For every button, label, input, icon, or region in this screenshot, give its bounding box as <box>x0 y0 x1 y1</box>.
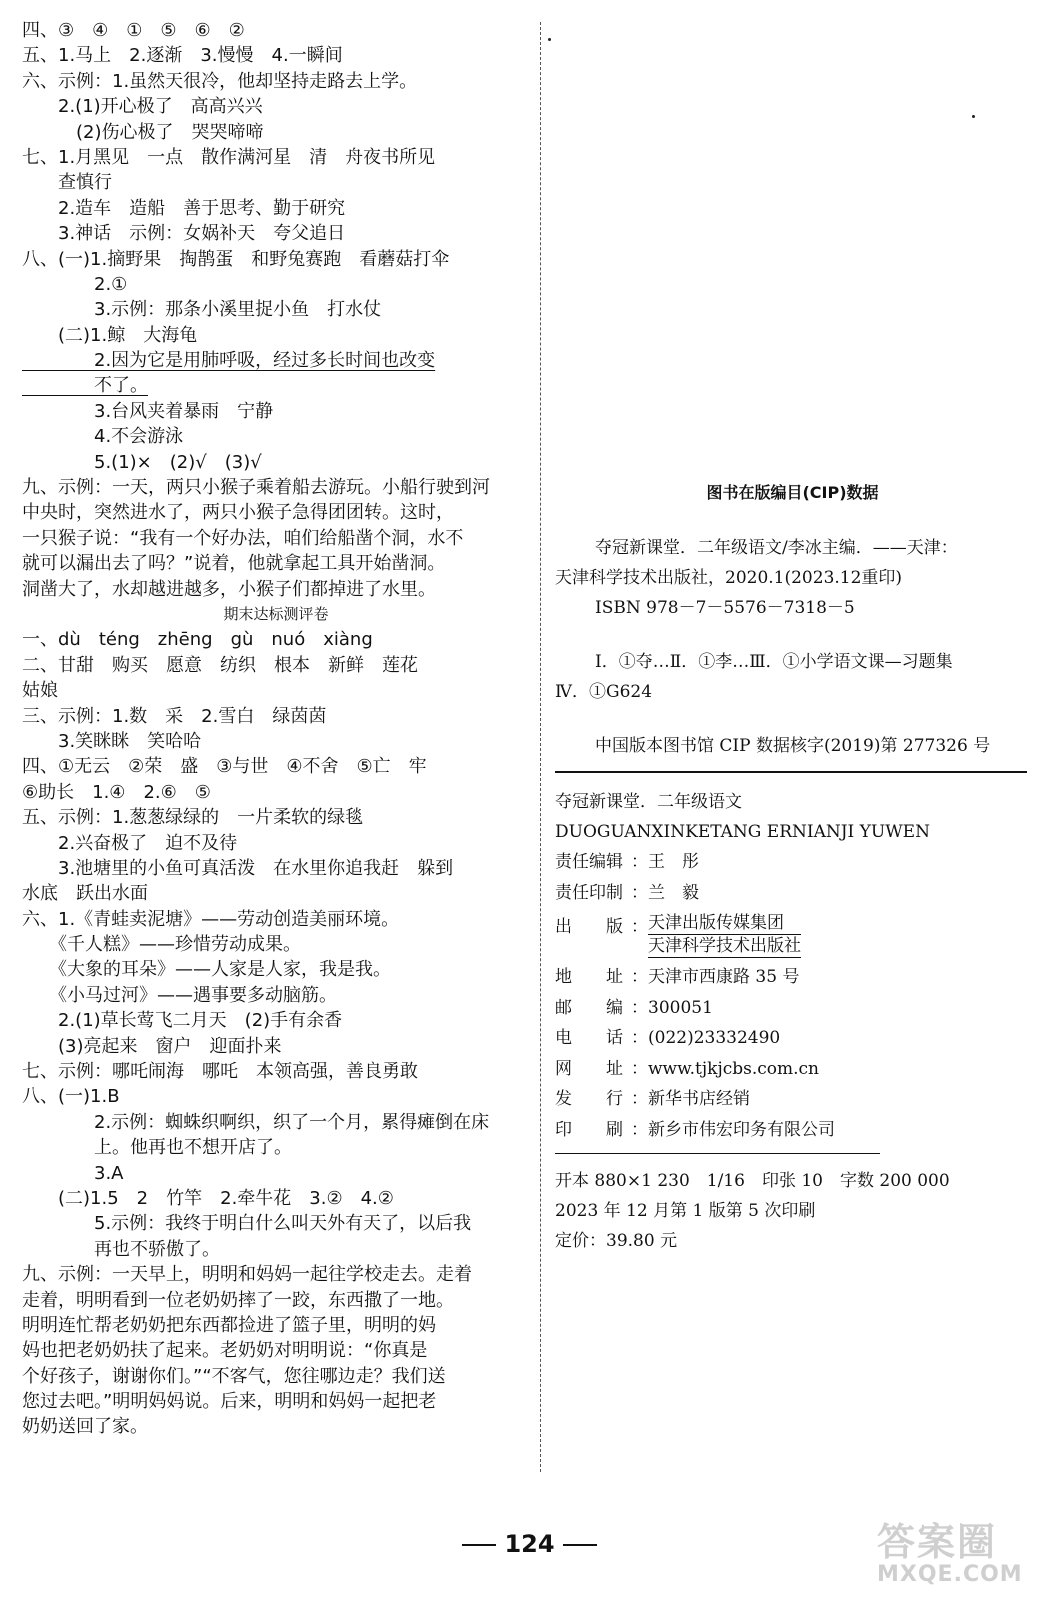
answer-line: 期末达标测评卷 <box>223 604 329 623</box>
answer-line: 八、(一)1.摘野果 掏鹊蛋 和野兔赛跑 看蘑菇打伞 <box>22 248 450 270</box>
cip-record-number: 中国版本图书馆 CIP 数据核字(2019)第 277326 号 <box>595 736 991 756</box>
answer-line: 《千人糕》——珍惜劳动成果。 <box>22 934 301 956</box>
book-info-row: 责任印制 ： 兰 毅 <box>555 878 1030 909</box>
book-spec: 开本 880×1 230 1/16 印张 10 字数 200 000 <box>555 1171 950 1191</box>
answer-line: 妈也把老奶奶扶了起来。老奶奶对明明说：“你真是 <box>22 1340 428 1362</box>
speck <box>972 115 975 118</box>
answer-line: (二)1.5 2 竹竿 2.牵牛花 3.② 4.② <box>22 1187 394 1209</box>
book-info-label: 地 址 <box>555 967 623 987</box>
watermark-logo <box>877 1522 1047 1592</box>
answer-line: 五、示例：1.葱葱绿绿的 一片柔软的绿毯 <box>22 807 364 829</box>
book-info-row: 网 址 ： www.tjkjcbs.com.cn <box>555 1054 1030 1085</box>
book-edition: 2023 年 12 月第 1 版第 5 次印刷 <box>555 1201 816 1221</box>
cip-line-2: 天津科学技术出版社，2020.1(2023.12重印) <box>555 568 903 588</box>
cip-isbn: ISBN 978－7－5576－7318－5 <box>595 598 855 618</box>
answer-line: 3.台风夹着暴雨 宁静 <box>22 400 274 422</box>
answer-line: 2.因为它是用肺呼吸，经过多长时间也改变 <box>22 350 436 372</box>
watermark-url: MXQE.COM <box>877 1562 1023 1587</box>
page-number-text: 124 <box>504 1530 555 1558</box>
answer-line: 一只猴子说：“我有一个好办法，咱们给船凿个洞，水不 <box>22 527 464 549</box>
answer-line: 五、1.马上 2.逐渐 3.慢慢 4.一瞬间 <box>22 45 343 67</box>
book-info-label: 责任印制 <box>555 882 623 903</box>
answer-line: 走着，明明看到一位老奶奶摔了一跤，东西撒了一地。 <box>22 1289 454 1311</box>
book-info-row: 地 址 ： 天津市西康路 35 号 <box>555 962 1030 993</box>
answer-line: 再也不骄傲了。 <box>22 1238 220 1260</box>
answer-line: 不了。 <box>22 375 148 397</box>
cip-line-1: 夺冠新课堂．二年级语文/李冰主编．——天津： <box>595 538 958 558</box>
separator-line-short <box>555 1153 880 1154</box>
book-info-label: 发 行 <box>555 1089 623 1109</box>
book-info-value: 新乡市伟宏印务有限公司 <box>648 1119 835 1140</box>
answer-line: 《大象的耳朵》——人家是人家，我是我。 <box>22 959 391 981</box>
book-info-label: 责任编辑 <box>555 852 623 872</box>
book-info-row: 责任编辑 ： 王 彤 <box>555 847 1030 878</box>
answer-line: 六、示例：1.虽然天很冷，他却坚持走路去上学。 <box>22 70 418 92</box>
answer-line: 3.A <box>22 1162 124 1184</box>
answer-line: 5.(1)× (2)√ (3)√ <box>22 451 262 473</box>
book-info-value: 新华书店经销 <box>648 1089 750 1109</box>
answer-line: 七、1.月黑见 一点 散作满河星 清 舟夜书所见 <box>22 146 436 168</box>
book-title: 夺冠新课堂．二年级语文 <box>555 792 742 812</box>
answer-line: 2.兴奋极了 迫不及待 <box>22 832 238 854</box>
book-info-label: 邮 编 <box>555 997 623 1018</box>
answer-line: 奶奶送回了家。 <box>22 1416 148 1438</box>
answer-line: (3)亮起来 窗户 迎面扑来 <box>22 1035 282 1057</box>
book-info-value: 300051 <box>648 997 713 1018</box>
watermark-text: 答案圈 <box>877 1520 998 1564</box>
cip-column <box>555 480 1030 1256</box>
answer-line: 明明连忙帮老奶奶把东西都捡进了篮子里，明明的妈 <box>22 1314 436 1336</box>
answer-line: 洞凿大了，水却越进越多，小猴子们都掉进了水里。 <box>22 578 436 600</box>
answer-line: 《小马过河》——遇事要多动脑筋。 <box>22 984 337 1006</box>
answer-line: 3.神话 示例：女娲补天 夸父追日 <box>22 223 346 245</box>
cip-classification: Ⅰ．①夺…Ⅱ．①李…Ⅲ．①小学语文课—习题集 <box>595 652 953 672</box>
cip-class-code: Ⅳ．①G624 <box>555 682 653 702</box>
answer-line: 三、示例：1.数 采 2.雪白 绿茵茵 <box>22 705 327 727</box>
answer-line: 2.示例：蜘蛛织啊织，织了一个月，累得瘫倒在床 <box>22 1111 490 1133</box>
answer-line: 一、dù téng zhēng gù nuó xiàng <box>22 629 373 651</box>
cip-heading: 图书在版编目(CIP)数据 <box>706 483 879 502</box>
separator-line <box>555 771 1027 773</box>
answer-line: (2)伤心极了 哭哭啼啼 <box>22 121 264 143</box>
answer-line: 2.① <box>22 273 128 295</box>
book-info-value: 兰 毅 <box>648 882 699 903</box>
book-info-value: www.tjkjcbs.com.cn <box>648 1058 819 1079</box>
answer-line: 四、①无云 ②荣 盛 ③与世 ④不舍 ⑤亡 牢 <box>22 756 427 778</box>
answer-line: 姑娘 <box>22 680 58 702</box>
publisher-group: 天津出版传媒集团 <box>648 912 801 935</box>
column-divider <box>540 22 541 1472</box>
answer-line: 3.笑眯眯 笑哈哈 <box>22 730 202 752</box>
answer-line: 个好孩子，谢谢你们。”“不客气，您往哪边走？我们送 <box>22 1365 446 1387</box>
book-info-label: 电 话 <box>555 1028 623 1048</box>
book-info-value: (022)23332490 <box>648 1028 781 1048</box>
book-info-label: 网 址 <box>555 1058 623 1079</box>
publisher-house: 天津科学技术出版社 <box>648 936 801 956</box>
answer-line: 您过去吧。”明明妈妈说。后来，明明和妈妈一起把老 <box>22 1391 437 1413</box>
answer-line: 3.示例：那条小溪里捉小鱼 打水仗 <box>22 299 382 321</box>
answer-line: 七、示例：哪吒闹海 哪吒 本领高强，善良勇敢 <box>22 1061 418 1083</box>
answer-line: 4.不会游泳 <box>22 426 184 448</box>
answer-line: 八、(一)1.B <box>22 1086 120 1108</box>
answer-line: 2.(1)草长莺飞二月天 (2)手有余香 <box>22 1010 343 1032</box>
answer-line: 水底 跃出水面 <box>22 883 148 905</box>
answer-line: 5.示例：我终于明白什么叫天外有天了，以后我 <box>22 1213 472 1235</box>
book-info-row: 电 话 ： (022)23332490 <box>555 1023 1030 1054</box>
answer-line: 3.池塘里的小鱼可真活泼 在水里你追我赶 躲到 <box>22 857 454 879</box>
speck <box>548 38 551 41</box>
answer-line: 就可以漏出去了吗？”说着，他就拿起工具开始凿洞。 <box>22 553 446 575</box>
answer-line: 查慎行 <box>22 172 112 194</box>
answer-line: 九、示例：一天，两只小猴子乘着船去游玩。小船行驶到河 <box>22 477 490 499</box>
answer-line: 九、示例：一天早上，明明和妈妈一起往学校走去。走着 <box>22 1264 472 1286</box>
answer-line: 四、③ ④ ① ⑤ ⑥ ② <box>22 20 245 41</box>
answer-line: 六、1.《青蛙卖泥塘》——劳动创造美丽环境。 <box>22 908 400 930</box>
book-info-value: 天津市西康路 35 号 <box>648 967 800 987</box>
book-price: 定价：39.80 元 <box>555 1231 678 1251</box>
answer-line: 中央时，突然进水了，两只小猴子急得团团转。这时， <box>22 502 454 524</box>
answer-line: 2.(1)开心极了 高高兴兴 <box>22 96 263 118</box>
answer-line: 二、甘甜 购买 愿意 纺织 根本 新鲜 莲花 <box>22 654 418 676</box>
answer-line: 2.造车 造船 善于思考、勤于研究 <box>22 197 346 219</box>
book-info-label: 印 刷 <box>555 1119 623 1140</box>
book-info-row: 邮 编 ： 300051 <box>555 993 1030 1024</box>
answer-line: ⑥助长 1.④ 2.⑥ ⑤ <box>22 781 211 803</box>
publisher-row: 出 版 ： 天津出版传媒集团 天津科学技术出版社 <box>555 913 801 956</box>
book-title-pinyin: DUOGUANXINKETANG ERNIANJI YUWEN <box>555 822 930 842</box>
answer-column <box>22 18 530 1440</box>
book-info-row: 印 刷 ： 新乡市伟宏印务有限公司 <box>555 1115 1030 1146</box>
answer-line: 上。他再也不想开店了。 <box>22 1137 292 1159</box>
publisher-label: 出 版 <box>555 917 623 937</box>
book-info-row: 发 行 ： 新华书店经销 <box>555 1084 1030 1115</box>
answer-line: (二)1.鲸 大海龟 <box>22 324 198 346</box>
book-info-value: 王 彤 <box>648 852 699 872</box>
